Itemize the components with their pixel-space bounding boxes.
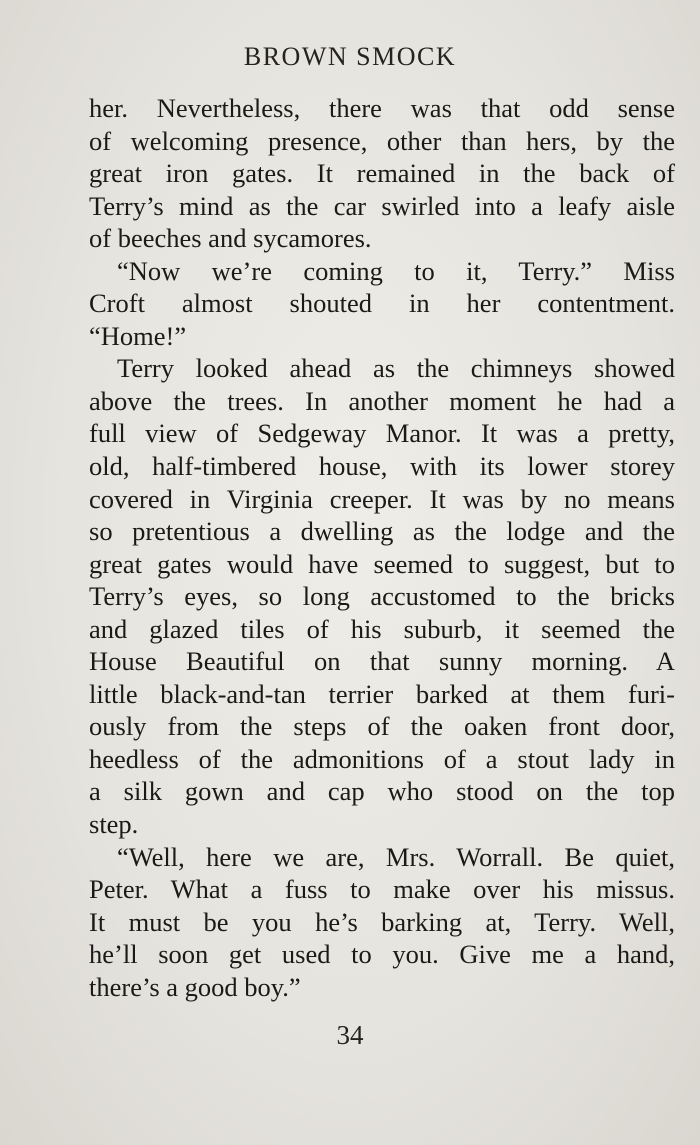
text-line: “Well, here we are, Mrs. Worrall. Be quiet, <box>117 841 675 872</box>
text-line: little black-and-tan terrier barked at them furi- <box>89 678 675 709</box>
text-line: It must be you he’s barking at, Terry. Well, <box>89 906 675 937</box>
text-line: step. <box>89 809 139 840</box>
text-line: great iron gates. It remained in the back of <box>89 158 675 189</box>
text-line: he’ll soon get used to you. Give me a hand, <box>89 939 675 970</box>
text-line: above the trees. In another moment he had a <box>89 385 675 416</box>
text-line: great gates would have seemed to suggest, but to <box>89 548 675 579</box>
text-line: there’s a good boy.” <box>89 971 301 1002</box>
text-line: Terry looked ahead as the chimneys showed <box>117 353 675 384</box>
text-line: full view of Sedgeway Manor. It was a pretty, <box>89 418 675 449</box>
text-line: Terry’s mind as the car swirled into a leafy aisle <box>89 190 675 221</box>
text-line: Peter. What a fuss to make over his missus. <box>89 874 675 905</box>
text-line: Terry’s eyes, so long accustomed to the bricks <box>89 581 675 612</box>
body-text <box>89 92 675 1003</box>
text-line: House Beautiful on that sunny morning. A <box>89 646 675 677</box>
text-line: “Now we’re coming to it, Terry.” Miss <box>117 255 675 286</box>
text-line: her. Nevertheless, there was that odd sense <box>89 93 675 123</box>
text-line: a silk gown and cap who stood on the top <box>89 776 675 807</box>
text-line: heedless of the admonitions of a stout lady in <box>89 743 675 774</box>
text-line: so pretentious a dwelling as the lodge and the <box>89 516 675 547</box>
text-line: of beeches and sycamores. <box>89 223 372 254</box>
text-line: and glazed tiles of his suburb, it seemed the <box>89 613 675 644</box>
page-number: 34 <box>336 1020 364 1050</box>
text-line: Croft almost shouted in her contentment. <box>89 288 675 319</box>
text-line: “Home!” <box>89 320 187 351</box>
running-head: BROWN SMOCK <box>243 42 457 71</box>
text-line: ously from the steps of the oaken front door, <box>89 711 675 742</box>
text-line: of welcoming presence, other than hers, by the <box>89 125 675 156</box>
text-line: covered in Virginia creeper. It was by no means <box>89 483 675 514</box>
text-line: old, half-timbered house, with its lower storey <box>89 451 675 482</box>
